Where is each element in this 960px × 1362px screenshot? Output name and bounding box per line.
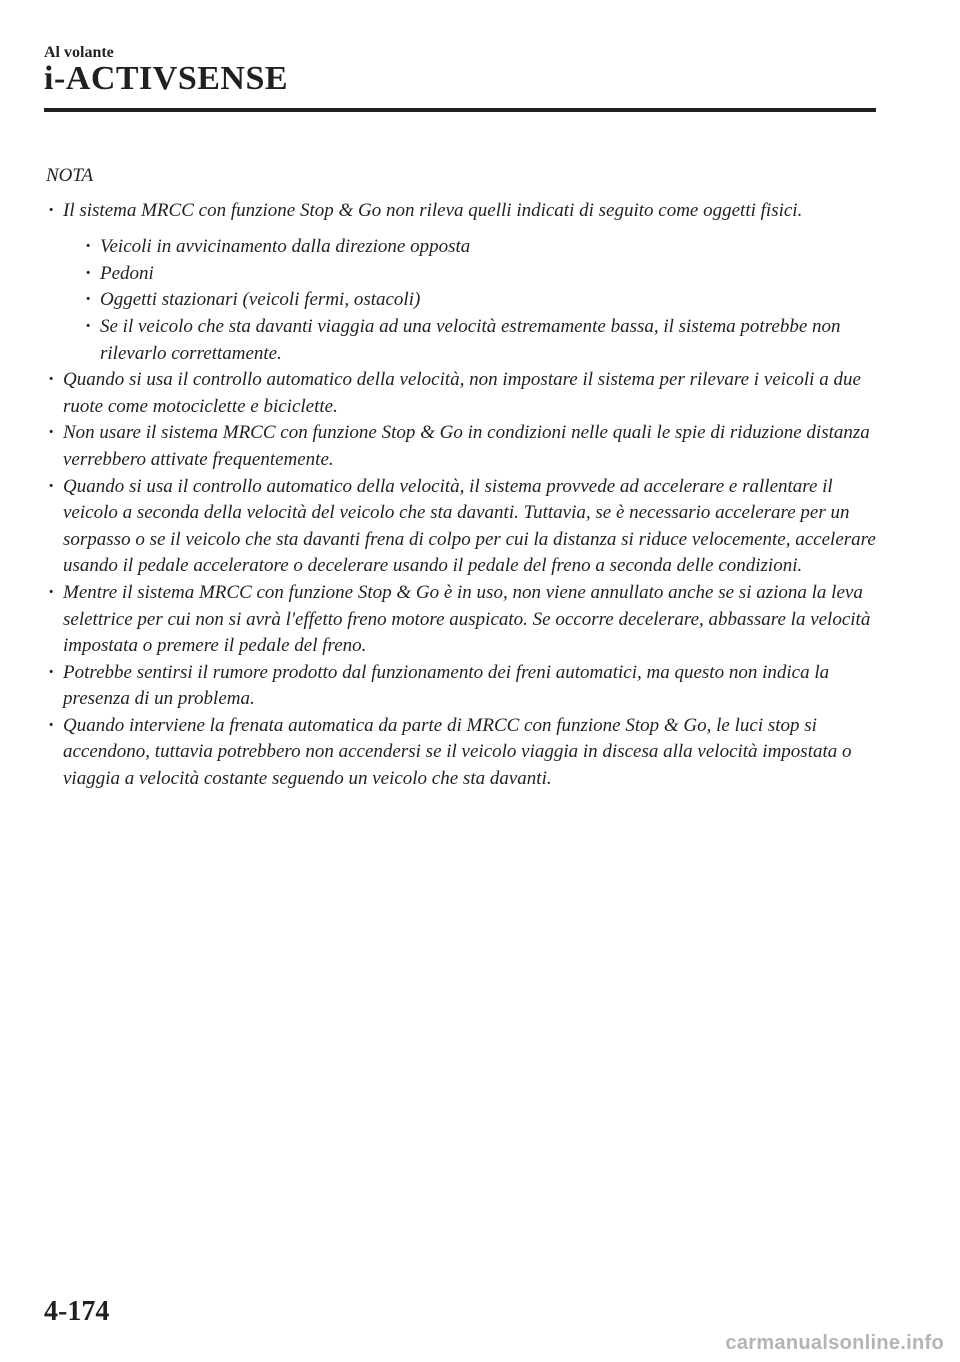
- sub-item: · Se il veicolo che sta davanti viaggia ad una velocità estremamente bassa, il sistema potrebbe non rilevarlo correttamente.: [83, 314, 876, 367]
- note-item: · Quando si usa il controllo automatico della velocità, il sistema provvede ad accelerare e rallentare il veicolo a seconda della velocità del veicolo che sta davanti. Tuttavia, se è necessario accelerare per un sorpasso o se il veicolo che sta davanti frena di colpo per cui la distanza si riduce velocemente, accelerare usando il pedale acceleratore o decelerare usando il pedale del freno a seconda delle condizioni.: [46, 474, 876, 580]
- nota-title: NOTA: [46, 165, 94, 186]
- note-item: · Quando si usa il controllo automatico della velocità, non impostare il sistema per rilevare i veicoli a due ruote come motociclette e biciclette.: [46, 367, 876, 420]
- note-item: · Quando interviene la frenata automatica da parte di MRCC con funzione Stop & Go, le luci stop si accendono, tuttavia potrebbero non accendersi se il veicolo viaggia in discesa alla velocità impostata o viaggia a velocità costante seguendo un veicolo che sta davanti.: [46, 713, 876, 793]
- header-divider: [44, 108, 876, 112]
- note-item-text: Il sistema MRCC con funzione Stop & Go non rileva quelli indicati di seguito come oggetti fisici.: [63, 199, 803, 221]
- section-label: Al volante: [44, 44, 114, 61]
- sub-item: · Veicoli in avvicinamento dalla direzione opposta: [83, 234, 876, 261]
- sub-item: · Oggetti stazionari (veicoli fermi, ostacoli): [83, 287, 876, 314]
- sub-list: [63, 234, 876, 367]
- page-number: 4-174: [44, 1296, 110, 1327]
- nota-block: [46, 163, 876, 793]
- watermark: carmanualsonline.info: [725, 1332, 944, 1354]
- note-item: · Mentre il sistema MRCC con funzione Stop & Go è in uso, non viene annullato anche se si aziona la leva selettrice per cui non si avrà l'effetto freno motore auspicato. Se occorre decelerare, abbassare la velocità impostata o premere il pedale del freno.: [46, 580, 876, 660]
- sub-item: · Pedoni: [83, 261, 876, 288]
- note-item: · Non usare il sistema MRCC con funzione Stop & Go in condizioni nelle quali le spie di riduzione distanza verrebbero attivate frequentemente.: [46, 420, 876, 473]
- note-item: · Potrebbe sentirsi il rumore prodotto dal funzionamento dei freni automatici, ma questo non indica la presenza di un problema.: [46, 660, 876, 713]
- note-item: [46, 198, 876, 368]
- page-title: i-ACTIVSENSE: [44, 60, 289, 97]
